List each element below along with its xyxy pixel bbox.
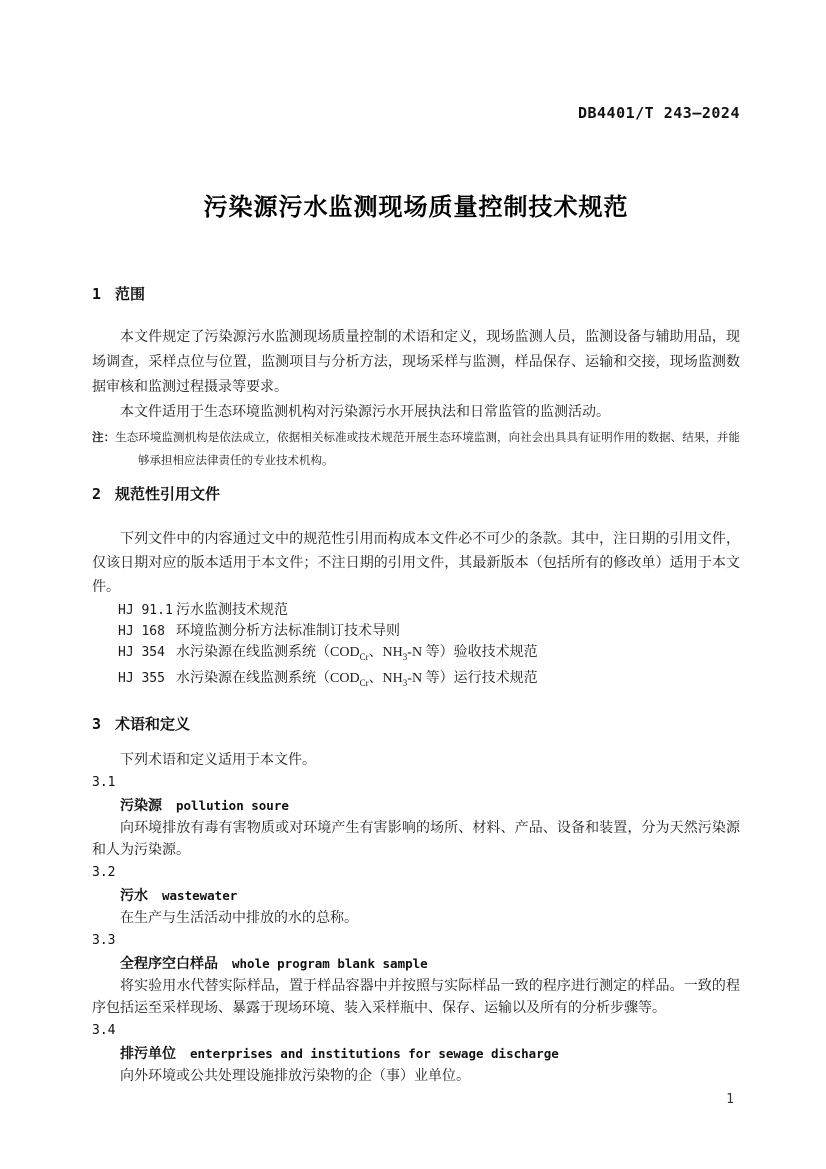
page-number: 1 [726, 1092, 734, 1107]
term-entry [92, 772, 740, 862]
term-definition: 向外环境或公共处理设施排放污染物的企（事）业单位。 [120, 1068, 470, 1084]
note-label: 注： [92, 432, 116, 444]
reference-code: HJ 168 [118, 624, 165, 639]
term-entry [92, 1020, 740, 1088]
standard-code: DB4401/T 243—2024 [577, 104, 740, 122]
term-definition: 将实验用水代替实际样品，置于样品容器中并按照与实际样品一致的程序进行测定的样品。一致的程序包括运至采样现场、暴露于现场环境、装入采样瓶中、保存、运输以及所有的分析步骤等。 [92, 978, 740, 1016]
reference-item [118, 600, 740, 621]
reference-title-segment: -N 等）验收技术规范 [407, 645, 538, 660]
reference-title: 污水监测技术规范 [176, 603, 288, 618]
term-entry [92, 862, 740, 930]
reference-code: HJ 355 [118, 670, 165, 686]
reference-title: 环境监测分析方法标准制订技术导则 [176, 624, 400, 639]
term-definition: 在生产与生活活动中排放的水的总称。 [120, 910, 358, 926]
section-3-heading [92, 714, 740, 735]
term-name-en: pollution soure [176, 797, 289, 813]
reference-title [176, 645, 538, 660]
reference-list [92, 600, 740, 694]
section-1-heading-text: 范围 [115, 286, 146, 303]
term-name [92, 1042, 740, 1066]
reference-title-segment: 水污染源在线监测系统（COD [176, 670, 360, 686]
term-number: 3.2 [92, 864, 116, 880]
references-intro-paragraph: 下列文件中的内容通过文中的规范性引用而构成本文件必不可少的条款。其中，注日期的引用文件，仅该日期对应的版本适用于本文件；不注日期的引用文件，其最新版本（包括所有的修改单）适用于本文件。 [92, 532, 740, 595]
document-title: 污染源污水监测现场质量控制技术规范 [203, 194, 629, 221]
reference-title-segment: -N 等）运行技术规范 [407, 670, 538, 686]
term-number: 3.3 [92, 932, 116, 948]
reference-title-segment: 水污染源在线监测系统（COD [176, 645, 360, 660]
section-2-number: 2 [92, 485, 102, 503]
section-3-heading-text: 术语和定义 [115, 715, 191, 733]
reference-subscript: 3 [402, 651, 408, 662]
reference-code: HJ 354 [118, 645, 165, 660]
term-number: 3.4 [92, 1022, 116, 1038]
term-name-en: whole program blank sample [232, 955, 428, 971]
term-name [92, 884, 740, 908]
section-3-number: 3 [92, 714, 102, 733]
reference-subscript: 3 [402, 677, 408, 688]
term-entry [92, 930, 740, 1020]
section-scope [92, 284, 740, 473]
term-name-en: wastewater [162, 887, 238, 903]
term-name [92, 952, 740, 976]
term-number: 3.1 [92, 774, 116, 790]
term-name [92, 794, 740, 818]
section-normative-references [92, 484, 740, 694]
scope-paragraph-1: 本文件规定了污染源污水监测现场质量控制的术语和定义，现场监测人员，监测设备与辅助用品，现场调查，采样点位与位置，监测项目与分析方法，现场采样与监测，样品保存、运输和交接，现场监测数据审核和监测过程摄录等要求。 [92, 330, 740, 395]
section-1-number: 1 [92, 285, 102, 303]
reference-item [118, 642, 740, 668]
section-1-heading [92, 284, 740, 305]
reference-code: HJ 91.1 [118, 603, 173, 618]
reference-item [118, 668, 740, 694]
reference-title [176, 671, 538, 686]
scope-paragraph-2: 本文件适用于生态环境监测机构对污染源污水开展执法和日常监管的监测活动。 [120, 405, 610, 420]
terms-intro: 下列术语和定义适用于本文件。 [120, 752, 316, 768]
term-name-zh: 全程序空白样品 [120, 954, 218, 971]
section-terms [92, 714, 740, 1088]
note-text: 生态环境监测机构是依法成立，依据相关标准或技术规范开展生态环境监测，向社会出具具有证明作用的数据、结果，并能够承担相应法律责任的专业技术机构。 [115, 432, 741, 467]
reference-subscript: Cr [359, 677, 369, 688]
term-name-en: enterprises and institutions for sewage discharge [190, 1045, 559, 1061]
section-2-heading [92, 484, 740, 505]
term-name-zh: 排污单位 [120, 1044, 176, 1061]
term-name-zh: 污水 [120, 886, 148, 903]
reference-title-segment: 、NH [368, 670, 403, 686]
reference-subscript: Cr [359, 651, 369, 662]
section-2-heading-text: 规范性引用文件 [115, 486, 221, 503]
reference-item [118, 621, 740, 642]
scope-note [92, 427, 740, 473]
reference-title-segment: 、NH [368, 645, 403, 660]
term-name-zh: 污染源 [120, 796, 162, 813]
term-definition: 向环境排放有毒有害物质或对环境产生有害影响的场所、材料、产品、设备和装置，分为天然污染源和人为污染源。 [92, 820, 740, 858]
